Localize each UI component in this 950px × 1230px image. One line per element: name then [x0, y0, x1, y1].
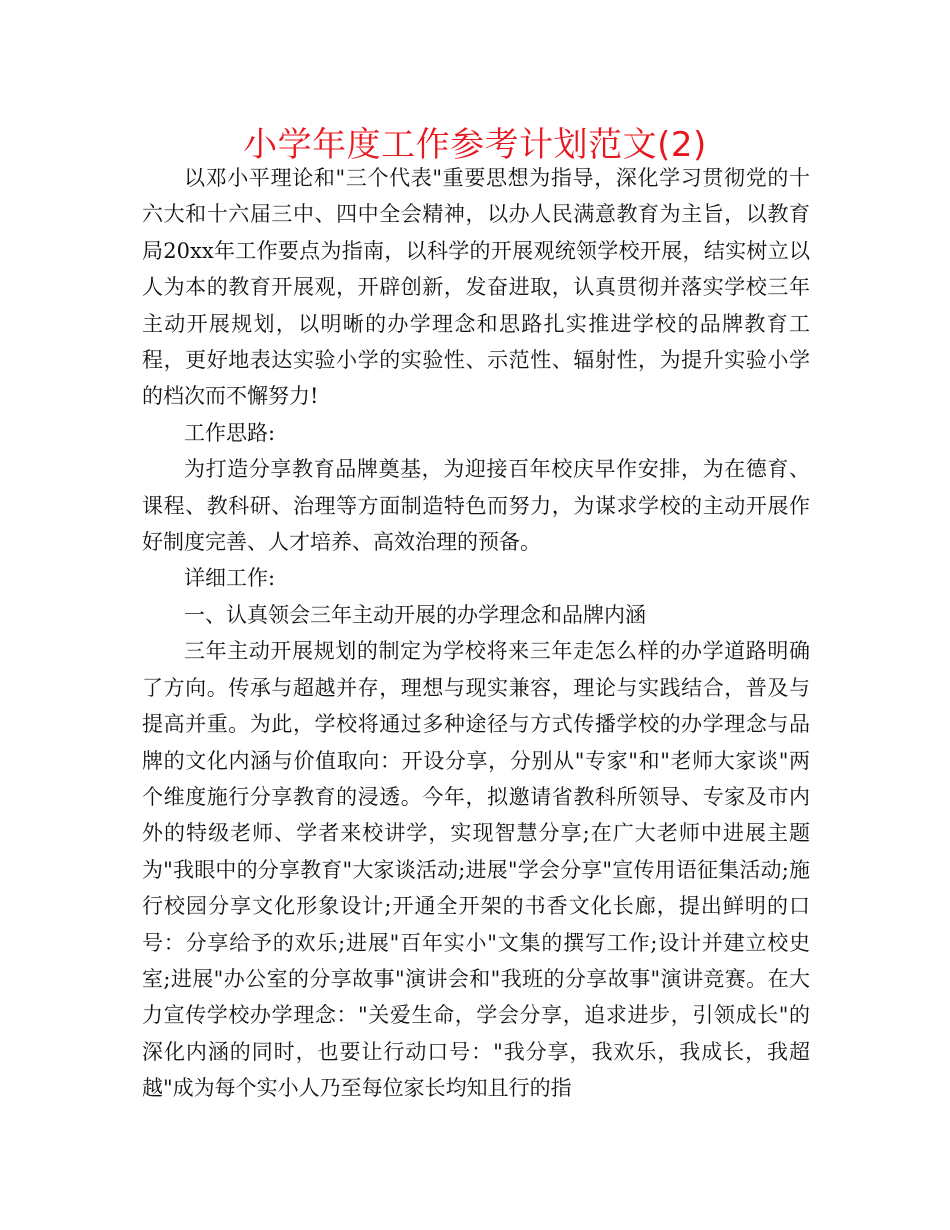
- heading-work-approach: 工作思路:: [184, 420, 276, 445]
- document-body: [142, 160, 810, 1107]
- document-title: 小学年度工作参考计划范文(2): [243, 125, 707, 165]
- heading-section-one: 一、认真领会三年主动开展的办学理念和品牌内涵: [184, 602, 646, 627]
- paragraph-work-approach: 为打造分享教育品牌奠基，为迎接百年校庆早作安排，为在德育、课程、教科研、治理等方面制造特色而努力，为谋求学校的主动开展作好制度完善、人才培养、高效治理的预备。: [142, 457, 810, 555]
- paragraph-section-one: 三年主动开展规划的制定为学校将来三年走怎么样的办学道路明确了方向。传承与超越并存，理想与现实兼容，理论与实践结合，普及与提高并重。为此，学校将通过多种途径与方式传播学校的办学理念与品牌的文化内涵与价值取向：开设分享，分别从"专家"和"老师大家谈"两个维度施行分享教育的浸透。今年，拟邀请省教科所领导、专家及市内外的特级老师、学者来校讲学，实现智慧分享;在广大老师中进展主题为"我眼中的分享教育"大家谈活动;进展"学会分享"宣传用语征集活动;施行校园分享文化形象设计;开通全开架的书香文化长廊，提出鲜明的口号：分享给予的欢乐;进展"百年实小"文集的撰写工作;设计并建立校史室;进展"办公室的分享故事"演讲会和"我班的分享故事"演讲竞赛。在大力宣传学校办学理念："关爱生命，学会分享，追求进步，引领成长"的深化内涵的同时，也要让行动口号："我分享，我欢乐，我成长，我超越"成为每个实小人乃至每位家长均知且行的指: [142, 639, 810, 1101]
- heading-detailed-work: 详细工作:: [184, 566, 276, 591]
- paragraph-guiding-ideology: 以邓小平理论和"三个代表"重要思想为指导，深化学习贯彻党的十六大和十六届三中、四中全会精神，以办人民满意教育为主旨，以教育局20xx年工作要点为指南，以科学的开展观统领学校开展，结实树立以人为本的教育开展观，开辟创新，发奋进取，认真贯彻并落实学校三年主动开展规划，以明晰的办学理念和思路扎实推进学校的品牌教育工程，更好地表达实验小学的实验性、示范性、辐射性，为提升实验小学的档次而不懈努力!: [142, 166, 810, 409]
